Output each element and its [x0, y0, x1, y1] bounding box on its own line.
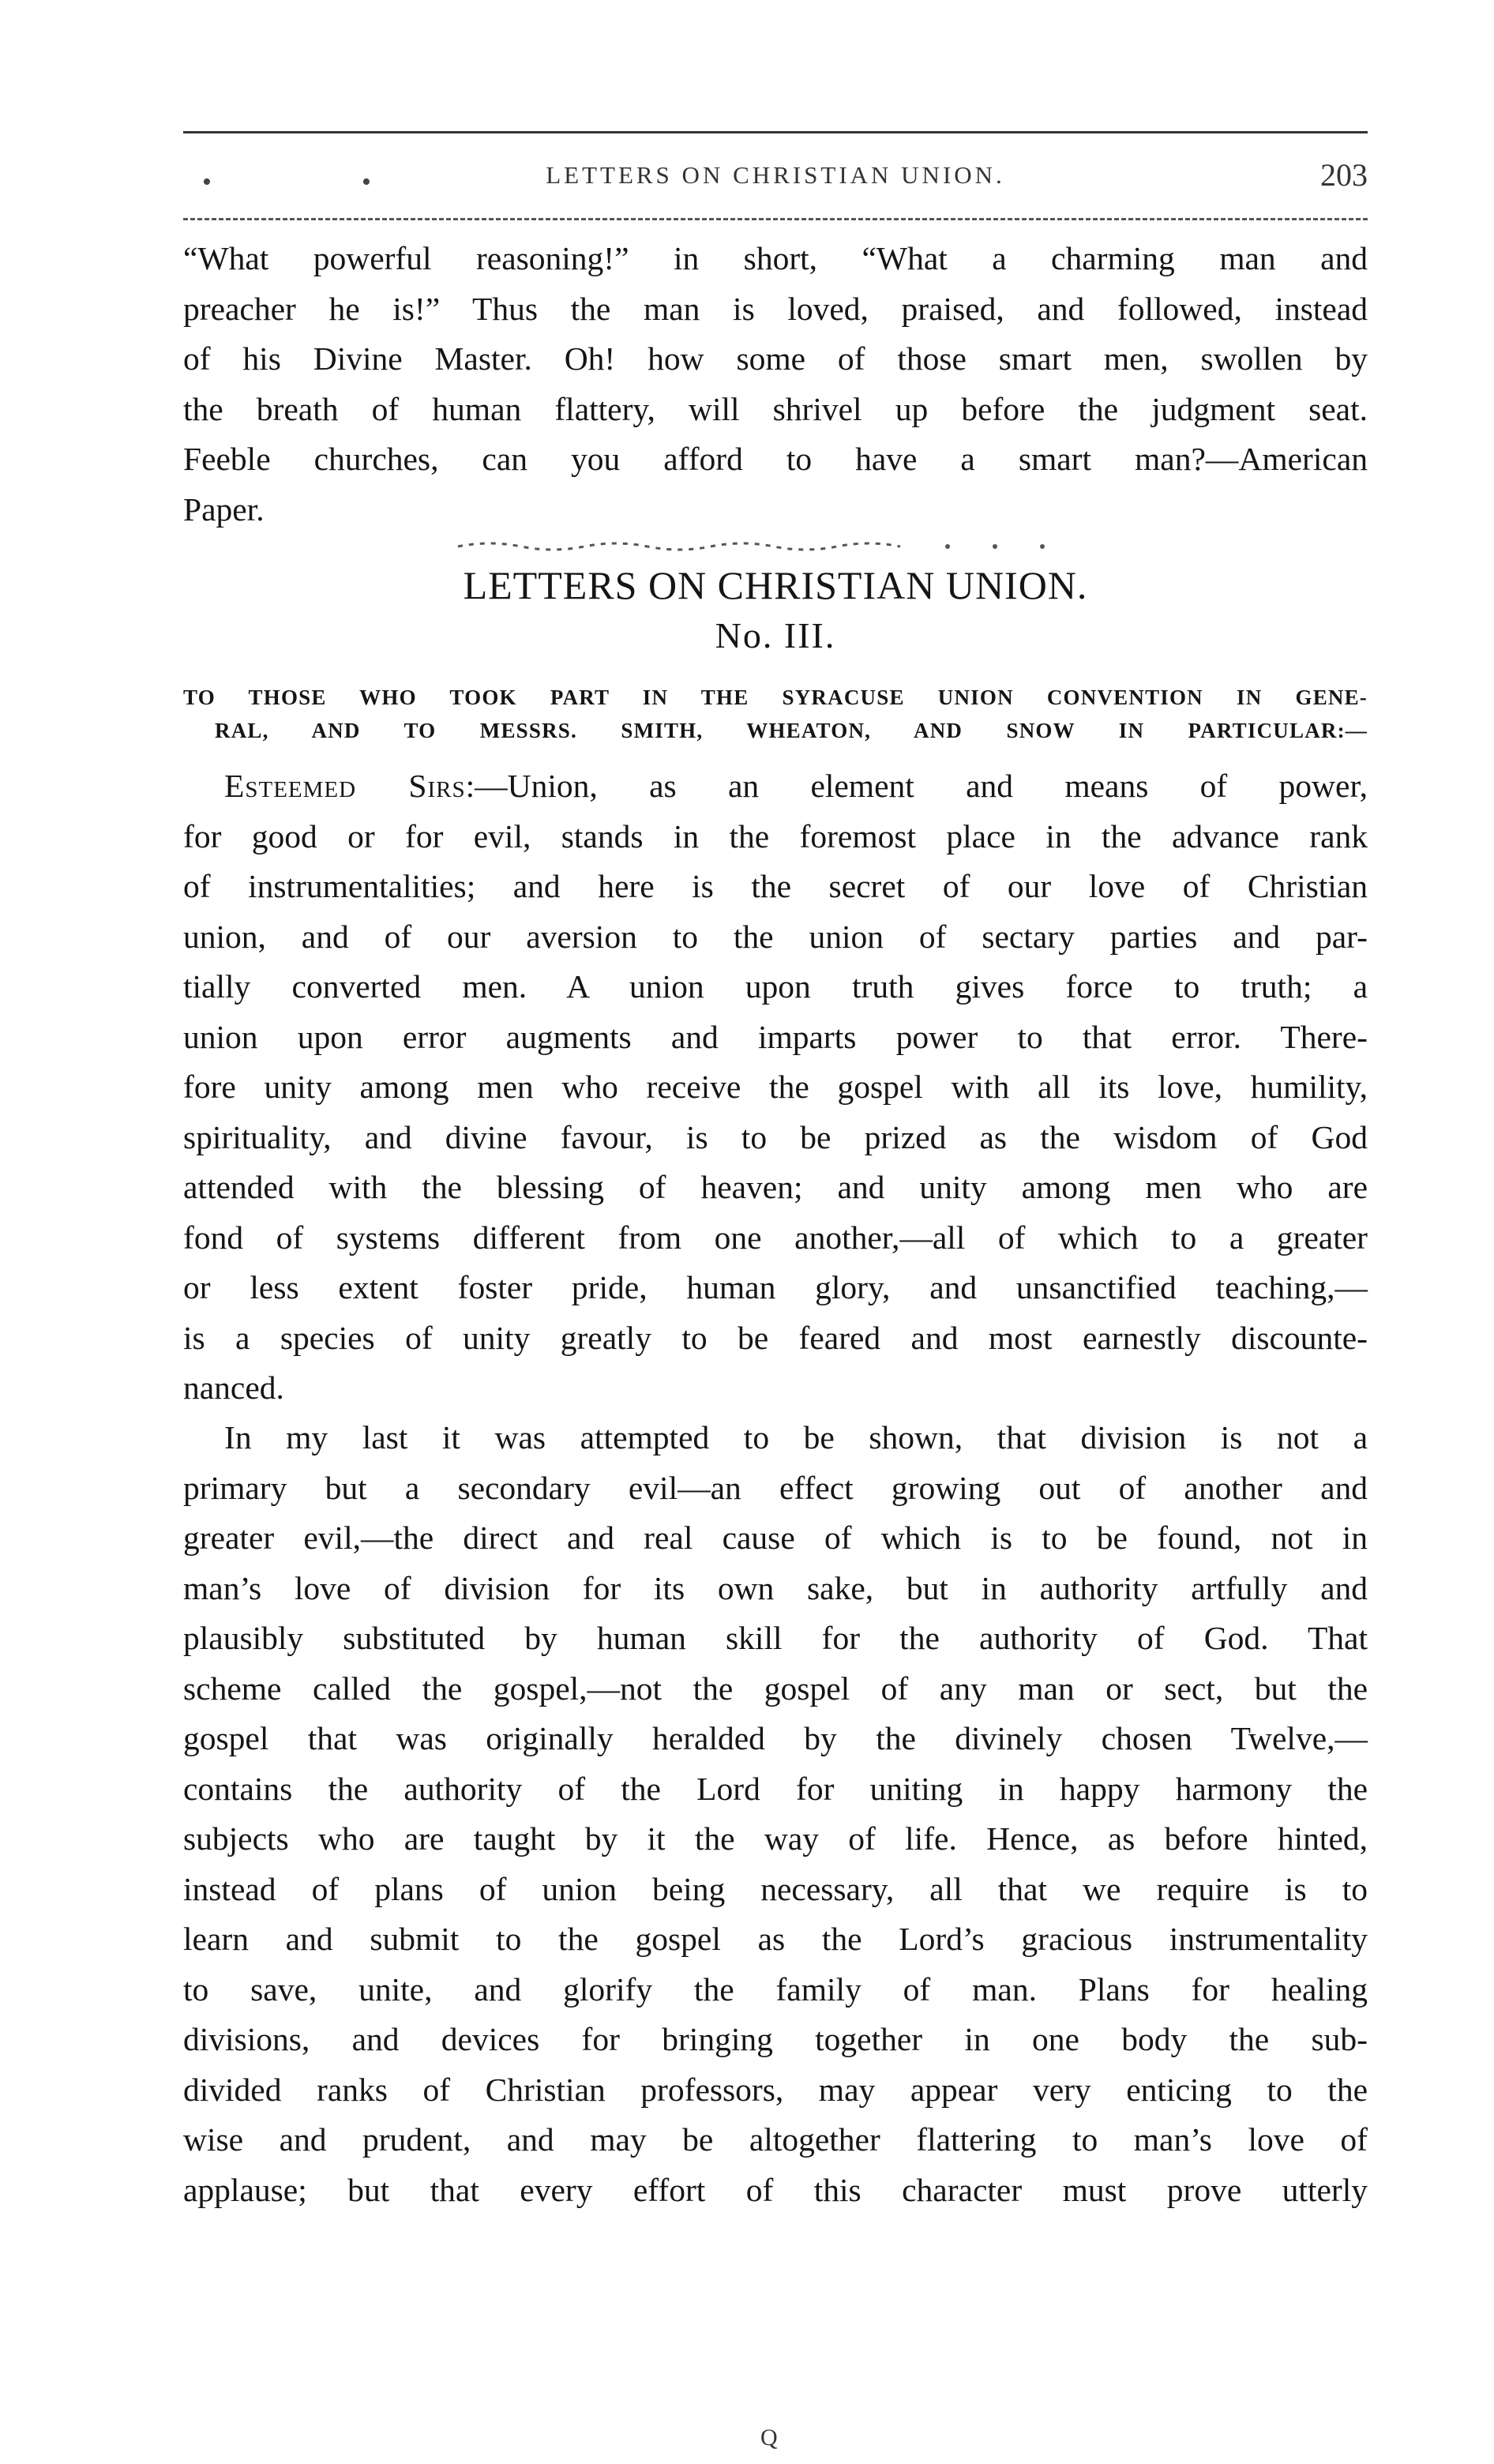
- text-line: divided ranks of Christian professors, may appear very enticing to the: [183, 2071, 1368, 2108]
- text-line: plausibly substituted by human skill for the authority of God. That: [183, 1620, 1368, 1656]
- text-line: subjects who are taught by it the way of life. Hence, as before hinted,: [183, 1820, 1368, 1857]
- running-head: [183, 156, 1368, 204]
- text-line: fond of systems different from one another,—all of which to a greater: [183, 1219, 1368, 1256]
- text-line: RAL, AND TO MESSRS. SMITH, WHEATON, AND SNOW IN PARTICULAR:—: [215, 719, 1368, 742]
- text-line: wise and prudent, and may be altogether flattering to man’s love of: [183, 2121, 1368, 2158]
- text-line: is a species of unity greatly to be feared and most earnestly discounte-: [183, 1319, 1368, 1356]
- text-line: for good or for evil, stands in the foremost place in the advance rank: [183, 817, 1368, 855]
- text-line: [183, 761, 1368, 812]
- page-number: 203: [1320, 157, 1368, 193]
- running-title: LETTERS ON CHRISTIAN UNION.: [546, 161, 1005, 189]
- text-line: Feeble churches, can you afford to have a smart man?—American: [183, 441, 1368, 477]
- text-line: attended with the blessing of heaven; and unity among men who are: [183, 1169, 1368, 1205]
- text-line: learn and submit to the gospel as the Lord’s gracious instrumentality: [183, 1921, 1368, 1957]
- header-dashed-rule: [183, 218, 1368, 220]
- text-line: tially converted men. A union upon truth gives force to truth; a: [183, 968, 1368, 1005]
- salutation-continuation: :—Union, as an element and means of power,: [465, 768, 1368, 804]
- paragraph-1: [183, 761, 1368, 1414]
- text-line: “What powerful reasoning!” in short, “What a charming man and: [183, 240, 1368, 276]
- article-number: No. III.: [715, 615, 836, 655]
- article-address: [183, 681, 1368, 747]
- text-line: contains the authority of the Lord for uniting in happy harmony the: [183, 1770, 1368, 1807]
- ornament-divider: [442, 537, 1074, 553]
- header-dot: •: [362, 167, 371, 197]
- text-line: of instrumentalities; and here is the secret of our love of Christian: [183, 868, 1368, 904]
- salutation: Esteemed Sirs: [224, 768, 466, 804]
- text-line: union, and of our aversion to the union of sectary parties and par-: [183, 918, 1368, 955]
- paragraph-2: [183, 1413, 1368, 2215]
- header-dot: •: [202, 167, 212, 197]
- text-line: the breath of human flattery, will shrivel up before the judgment seat.: [183, 390, 1368, 427]
- text-line: gospel that was originally heralded by the divinely chosen Twelve,—: [183, 1720, 1368, 1756]
- text-line: man’s love of division for its own sake, but in authority artfully and: [183, 1569, 1368, 1606]
- text-line: In my last it was attempted to be shown, that division is not a: [224, 1419, 1368, 1455]
- text-line: Paper.: [183, 490, 265, 528]
- header-rule: [183, 131, 1368, 133]
- text-line: or less extent foster pride, human glory, and unsanctified teaching,—: [183, 1269, 1368, 1305]
- text-line: instead of plans of union being necessary, all that we require is to: [183, 1870, 1368, 1907]
- text-line: applause; but that every effort of this character must prove utterly: [183, 2171, 1368, 2208]
- text-line: greater evil,—the direct and real cause of which is to be found, not in: [183, 1519, 1368, 1556]
- text-line: nanced.: [183, 1369, 284, 1406]
- text-line: preacher he is!” Thus the man is loved, praised, and followed, instead: [183, 290, 1368, 327]
- article-title: LETTERS ON CHRISTIAN UNION.: [463, 563, 1088, 607]
- text-line: to save, unite, and glorify the family of man. Plans for healing: [183, 1970, 1368, 2008]
- text-line: fore unity among men who receive the gospel with all its love, humility,: [183, 1069, 1368, 1105]
- text-line: spirituality, and divine favour, is to be prized as the wisdom of God: [183, 1118, 1368, 1155]
- text-line: primary but a secondary evil—an effect growing out of another and: [183, 1469, 1368, 1506]
- text-line: of his Divine Master. Oh! how some of those smart men, swollen by: [183, 340, 1368, 377]
- text-line: TO THOSE WHO TOOK PART IN THE SYRACUSE UNION CONVENTION IN GENE-: [183, 685, 1368, 709]
- signature-mark: Q: [760, 2425, 778, 2451]
- text-line: scheme called the gospel,—not the gospel of any man or sect, but the: [183, 1670, 1368, 1707]
- intro-paragraph: [183, 234, 1368, 535]
- text-line: divisions, and devices for bringing together in one body the sub-: [183, 2021, 1368, 2057]
- text-line: union upon error augments and imparts power to that error. There-: [183, 1018, 1368, 1055]
